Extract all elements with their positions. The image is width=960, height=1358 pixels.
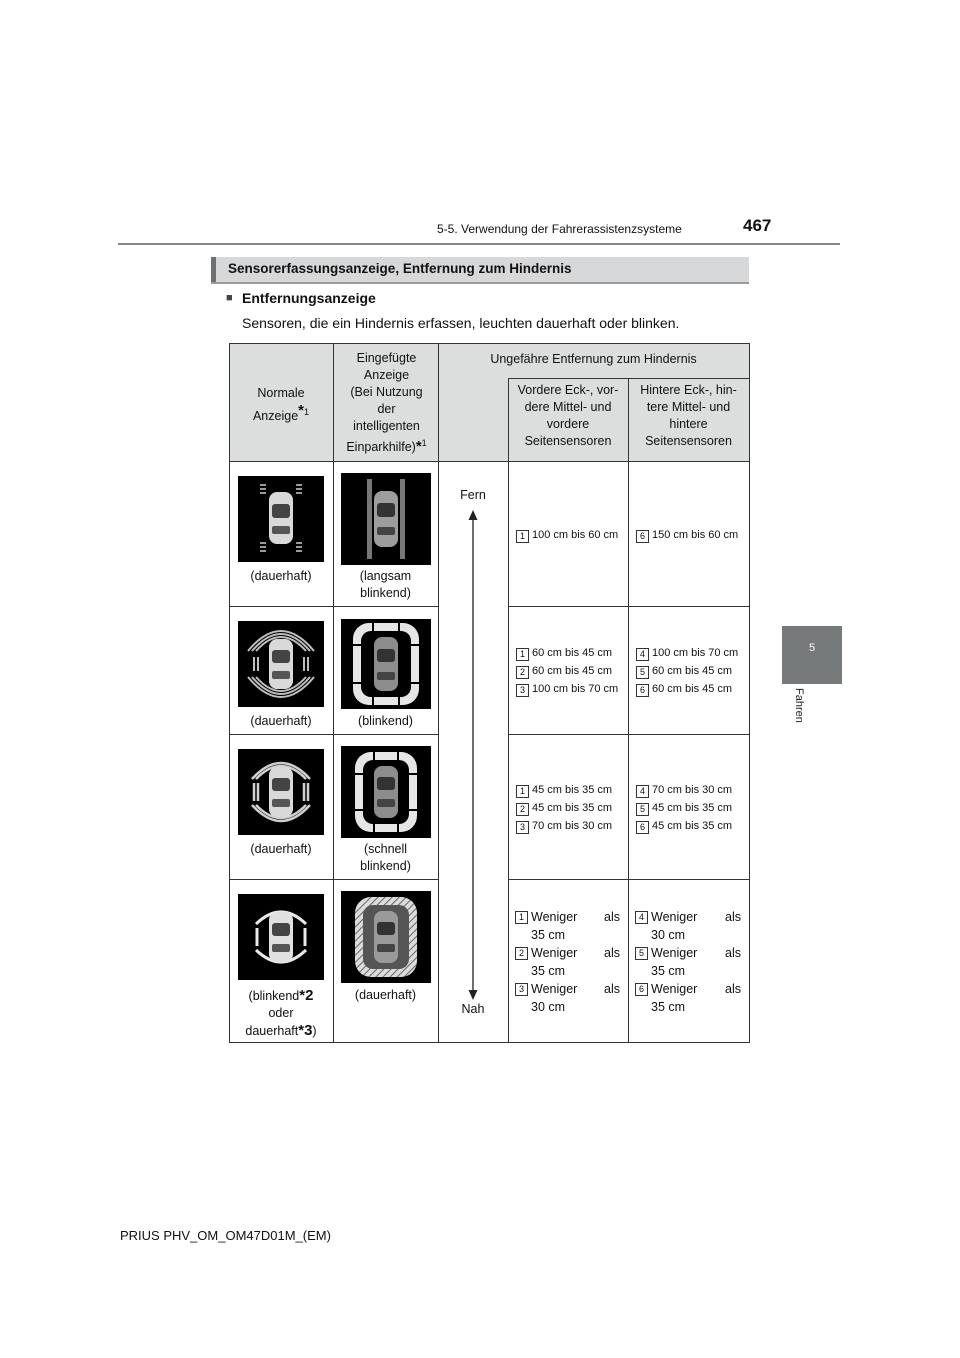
header-section-title: 5-5. Verwendung der Fahrerassistenzsysteme	[437, 222, 682, 236]
grid-line	[508, 606, 750, 607]
intro-text: Sensoren, die ein Hindernis erfassen, leuchten dauerhaft oder blinken.	[242, 315, 680, 331]
chapter-number: 5	[808, 642, 816, 654]
front-distance-list: 1 60 cm bis 45 cm 2 60 cm bis 45 cm 3 100 cm bis 70 cm	[516, 644, 618, 698]
grid-line	[508, 378, 750, 379]
inserted-display-state: (blinkend)	[358, 714, 413, 728]
inserted-display-image	[341, 891, 431, 983]
rear-distance-list: 4 Weniger als 30 cm 5 Weniger als 35 cm 6 Weniger als 35 cm	[635, 908, 741, 1016]
grid-line	[229, 343, 230, 1043]
normal-display-image	[238, 476, 324, 562]
rear-distance-list: 4 100 cm bis 70 cm 5 60 cm bis 45 cm 6 60 cm bis 45 cm	[636, 644, 738, 698]
section-title: Sensorerfassungsanzeige, Entfernung zum Hindernis	[228, 261, 572, 276]
header-divider	[118, 243, 840, 245]
normal-display-state: (dauerhaft)	[250, 714, 312, 728]
grid-line	[508, 734, 750, 735]
grid-line	[229, 734, 439, 735]
normal-display-image	[238, 894, 324, 980]
rear-distance-list: 4 70 cm bis 30 cm 5 45 cm bis 35 cm 6 45 cm bis 35 cm	[636, 781, 732, 835]
grid-line	[333, 343, 334, 1043]
section-divider	[211, 282, 749, 284]
normal-display-image	[238, 749, 324, 835]
inserted-display-state: (langsam blinkend)	[359, 569, 412, 600]
grid-line	[508, 378, 509, 1043]
chapter-tab	[782, 626, 842, 684]
chapter-label: Fahren	[793, 688, 805, 723]
inserted-display-image	[341, 746, 431, 838]
arrow-label-far: Fern	[460, 488, 486, 502]
grid-line	[628, 378, 629, 1043]
inserted-display-image	[341, 473, 431, 565]
col-distance-header: Ungefähre Entfernung zum Hindernis	[490, 352, 697, 366]
front-distance-list: 1 Weniger als 35 cm 2 Weniger als 35 cm 3 Weniger als 30 cm	[515, 908, 620, 1016]
grid-line	[229, 879, 439, 880]
col-rear-header: Hintere Eck-, hin- tere Mittel- und hintere Seitensensoren	[640, 383, 737, 448]
normal-display-state: (dauerhaft)	[250, 569, 312, 583]
footer-doc-id: PRIUS PHV_OM_OM47D01M_(EM)	[120, 1228, 331, 1243]
front-distance-list: 1 100 cm bis 60 cm	[516, 526, 618, 544]
section-heading-bar	[211, 257, 749, 282]
inserted-display-state: (schnell blinkend)	[360, 842, 411, 873]
normal-display-image	[238, 621, 324, 707]
double-arrow-icon	[463, 510, 483, 1000]
grid-line	[508, 879, 750, 880]
inserted-display-state: (dauerhaft)	[354, 988, 417, 1002]
rear-distance-list: 6 150 cm bis 60 cm	[636, 526, 738, 544]
grid-line	[229, 1042, 750, 1043]
grid-line	[229, 343, 750, 344]
grid-line	[438, 343, 439, 1043]
normal-display-state: (blinkend*2 oder dauerhaft*3)	[245, 987, 317, 1039]
normal-display-state: (dauerhaft)	[250, 842, 312, 856]
col-inserted-header: Eingefügte Anzeige (Bei Nutzung der intelligenten Einparkhilfe)*$^1$	[346, 351, 427, 456]
col-front-header: Vordere Eck-, vor- dere Mittel- und vordere Seitensensoren	[517, 383, 619, 448]
grid-line	[229, 461, 750, 462]
grid-line	[229, 606, 439, 607]
page-number: 467	[743, 216, 772, 235]
col-normal-header: Normale Anzeige$^{*1}$	[252, 386, 310, 424]
grid-line	[749, 343, 750, 1043]
subheading: Entfernungsanzeige	[242, 290, 376, 306]
arrow-label-near: Nah	[461, 1002, 485, 1016]
inserted-display-image	[341, 619, 431, 709]
bullet-square-icon: ■	[226, 292, 233, 304]
front-distance-list: 1 45 cm bis 35 cm 2 45 cm bis 35 cm 3 70 cm bis 30 cm	[516, 781, 612, 835]
